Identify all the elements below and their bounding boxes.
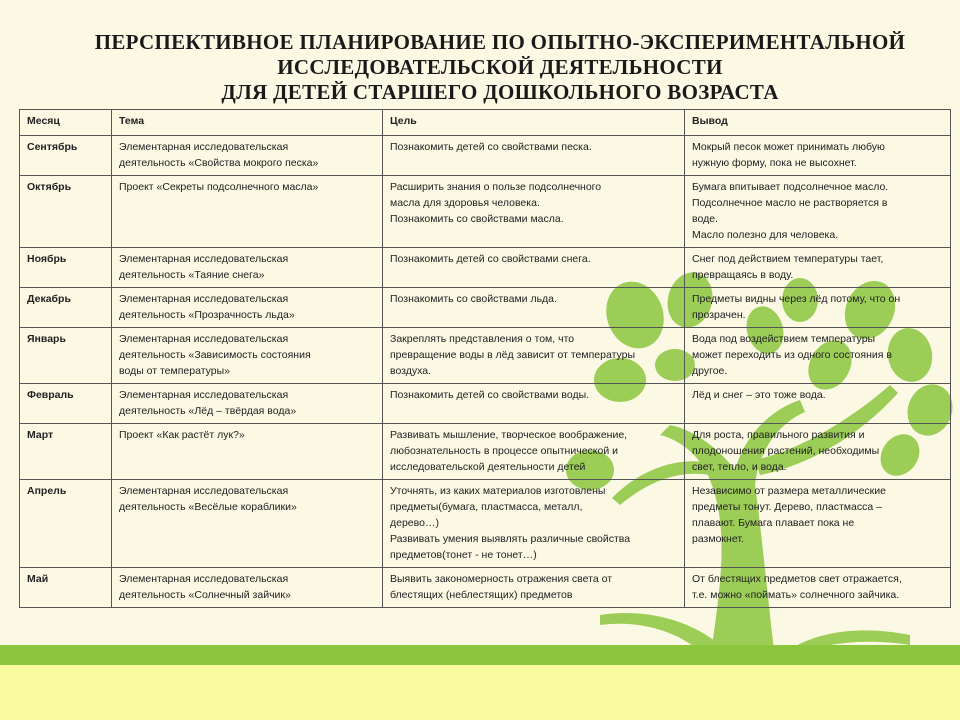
- topic-cell-line: Элементарная исследовательская: [119, 293, 289, 305]
- conclusion-cell-line: плавают. Бумага плавает пока не: [692, 517, 855, 529]
- goal-cell-line: Развивать мышление, творческое воображение,: [390, 429, 628, 441]
- table-row: [20, 480, 951, 568]
- topic-cell: [112, 288, 383, 328]
- conclusion-cell-line: Независимо от размера металлические: [692, 485, 886, 497]
- topic-cell-line: Проект «Как растёт лук?»: [119, 429, 245, 441]
- month-cell: Март: [20, 424, 112, 480]
- column-header-goal: Цель: [383, 110, 685, 136]
- topic-cell-line: деятельность «Таяние снега»: [119, 269, 265, 281]
- goal-cell-line: блестящих (неблестящих) предметов: [390, 589, 573, 601]
- goal-cell: [383, 248, 685, 288]
- goal-cell-line: масла для здоровья человека.: [390, 197, 540, 209]
- topic-cell-line: Элементарная исследовательская: [119, 253, 289, 265]
- conclusion-cell-line: Масло полезно для человека.: [692, 229, 839, 241]
- topic-cell-line: деятельность «Весёлые кораблики»: [119, 501, 297, 513]
- table-row: [20, 384, 951, 424]
- conclusion-cell-line: превращаясь в воду.: [692, 269, 794, 281]
- topic-cell: [112, 136, 383, 176]
- goal-cell: [383, 424, 685, 480]
- conclusion-cell-line: другое.: [692, 365, 728, 377]
- topic-cell-line: Элементарная исследовательская: [119, 485, 289, 497]
- topic-cell: [112, 384, 383, 424]
- goal-cell: [383, 176, 685, 248]
- title-line-1: ПЕРСПЕКТИВНОЕ ПЛАНИРОВАНИЕ ПО ОПЫТНО-ЭКСПЕРИМЕНТАЛЬНОЙ: [94, 30, 906, 54]
- goal-cell-line: Познакомить детей со свойствами песка.: [390, 141, 592, 153]
- conclusion-cell: [685, 568, 951, 608]
- topic-cell-line: Элементарная исследовательская: [119, 333, 289, 345]
- month-cell: Февраль: [20, 384, 112, 424]
- month-cell: Апрель: [20, 480, 112, 568]
- footer-band-yellow: [0, 665, 960, 720]
- topic-cell-line: деятельность «Зависимость состояния: [119, 349, 311, 361]
- goal-cell-line: Уточнять, из каких материалов изготовлены: [390, 485, 606, 497]
- conclusion-cell-line: От блестящих предметов свет отражается,: [692, 573, 902, 585]
- conclusion-cell: [685, 176, 951, 248]
- column-header-topic: Тема: [112, 110, 383, 136]
- goal-cell: [383, 288, 685, 328]
- topic-cell: [112, 248, 383, 288]
- topic-cell-line: деятельность «Свойства мокрого песка»: [119, 157, 319, 169]
- column-header-conclusion: Вывод: [685, 110, 951, 136]
- conclusion-cell-line: может переходить из одного состояния в: [692, 349, 892, 361]
- table-row: [20, 568, 951, 608]
- goal-cell: [383, 480, 685, 568]
- conclusion-cell-line: предметы тонут. Дерево, пластмасса –: [692, 501, 882, 513]
- column-header-month: Месяц: [20, 110, 112, 136]
- topic-cell-line: воды от температуры»: [119, 365, 231, 377]
- conclusion-cell-line: Мокрый песок может принимать любую: [692, 141, 885, 153]
- page-title: [0, 30, 960, 105]
- conclusion-cell-line: свет, тепло, и вода.: [692, 461, 787, 473]
- conclusion-cell-line: плодоношения растений, необходимы: [692, 445, 880, 457]
- topic-cell-line: Проект «Секреты подсолнечного масла»: [119, 181, 319, 193]
- topic-cell-line: Элементарная исследовательская: [119, 573, 289, 585]
- conclusion-cell-line: Снег под действием температуры тает,: [692, 253, 884, 265]
- month-cell: Октябрь: [20, 176, 112, 248]
- topic-cell-line: деятельность «Солнечный зайчик»: [119, 589, 291, 601]
- goal-cell-line: Познакомить детей со свойствами воды.: [390, 389, 590, 401]
- table-body: [20, 136, 951, 608]
- topic-cell: [112, 480, 383, 568]
- goal-cell: [383, 136, 685, 176]
- goal-cell-line: предметов(тонет - не тонет…): [390, 549, 537, 561]
- goal-cell-line: Закреплять представления о том, что: [390, 333, 575, 345]
- table-row: [20, 288, 951, 328]
- goal-cell-line: любознательность в процессе опытнической и: [390, 445, 618, 457]
- conclusion-cell: [685, 288, 951, 328]
- topic-cell-line: Элементарная исследовательская: [119, 141, 289, 153]
- month-cell: Январь: [20, 328, 112, 384]
- title-line-2: ИССЛЕДОВАТЕЛЬСКОЙ ДЕЯТЕЛЬНОСТИ: [277, 55, 723, 79]
- conclusion-cell: [685, 424, 951, 480]
- conclusion-cell: [685, 480, 951, 568]
- conclusion-cell-line: Лёд и снег – это тоже вода.: [692, 389, 826, 401]
- goal-cell-line: Выявить закономерность отражения света от: [390, 573, 612, 585]
- conclusion-cell-line: Бумага впитывает подсолнечное масло.: [692, 181, 889, 193]
- conclusion-cell: [685, 384, 951, 424]
- conclusion-cell-line: нужную форму, пока не высохнет.: [692, 157, 857, 169]
- table-row: [20, 424, 951, 480]
- conclusion-cell-line: Для роста, правильного развития и: [692, 429, 865, 441]
- topic-cell-line: деятельность «Лёд – твёрдая вода»: [119, 405, 297, 417]
- topic-cell-line: Элементарная исследовательская: [119, 389, 289, 401]
- goal-cell-line: Расширить знания о пользе подсолнечного: [390, 181, 602, 193]
- topic-cell: [112, 328, 383, 384]
- conclusion-cell-line: воде.: [692, 213, 718, 225]
- goal-cell-line: Познакомить со свойствами масла.: [390, 213, 564, 225]
- conclusion-cell: [685, 328, 951, 384]
- table-header-row: [20, 110, 951, 136]
- goal-cell-line: дерево…): [390, 517, 439, 529]
- table-row: [20, 328, 951, 384]
- conclusion-cell-line: т.е. можно «поймать» солнечного зайчика.: [692, 589, 900, 601]
- month-cell: Май: [20, 568, 112, 608]
- topic-cell-line: деятельность «Прозрачность льда»: [119, 309, 295, 321]
- table-row: [20, 136, 951, 176]
- topic-cell: [112, 568, 383, 608]
- planning-table: [19, 109, 951, 608]
- conclusion-cell: [685, 248, 951, 288]
- month-cell: Ноябрь: [20, 248, 112, 288]
- goal-cell-line: исследовательской деятельности детей: [390, 461, 586, 473]
- goal-cell-line: предметы(бумага, пластмасса, металл,: [390, 501, 583, 513]
- title-line-3: ДЛЯ ДЕТЕЙ СТАРШЕГО ДОШКОЛЬНОГО ВОЗРАСТА: [221, 80, 779, 104]
- conclusion-cell-line: Вода под воздействием температуры: [692, 333, 876, 345]
- goal-cell-line: Познакомить детей со свойствами снега.: [390, 253, 591, 265]
- goal-cell: [383, 328, 685, 384]
- goal-cell-line: Развивать умения выявлять различные свойства: [390, 533, 631, 545]
- goal-cell-line: Познакомить со свойствами льда.: [390, 293, 557, 305]
- goal-cell: [383, 568, 685, 608]
- conclusion-cell-line: Предметы видны через лёд потому, что он: [692, 293, 901, 305]
- topic-cell: [112, 424, 383, 480]
- conclusion-cell-line: прозрачен.: [692, 309, 746, 321]
- goal-cell-line: воздуха.: [390, 365, 432, 377]
- conclusion-cell-line: размокнет.: [692, 533, 744, 545]
- goal-cell: [383, 384, 685, 424]
- month-cell: Сентябрь: [20, 136, 112, 176]
- footer-band-green: [0, 645, 960, 665]
- table-row: [20, 248, 951, 288]
- table-row: [20, 176, 951, 248]
- conclusion-cell-line: Подсолнечное масло не растворяется в: [692, 197, 888, 209]
- month-cell: Декабрь: [20, 288, 112, 328]
- topic-cell: [112, 176, 383, 248]
- goal-cell-line: превращение воды в лёд зависит от температуры: [390, 349, 636, 361]
- conclusion-cell: [685, 136, 951, 176]
